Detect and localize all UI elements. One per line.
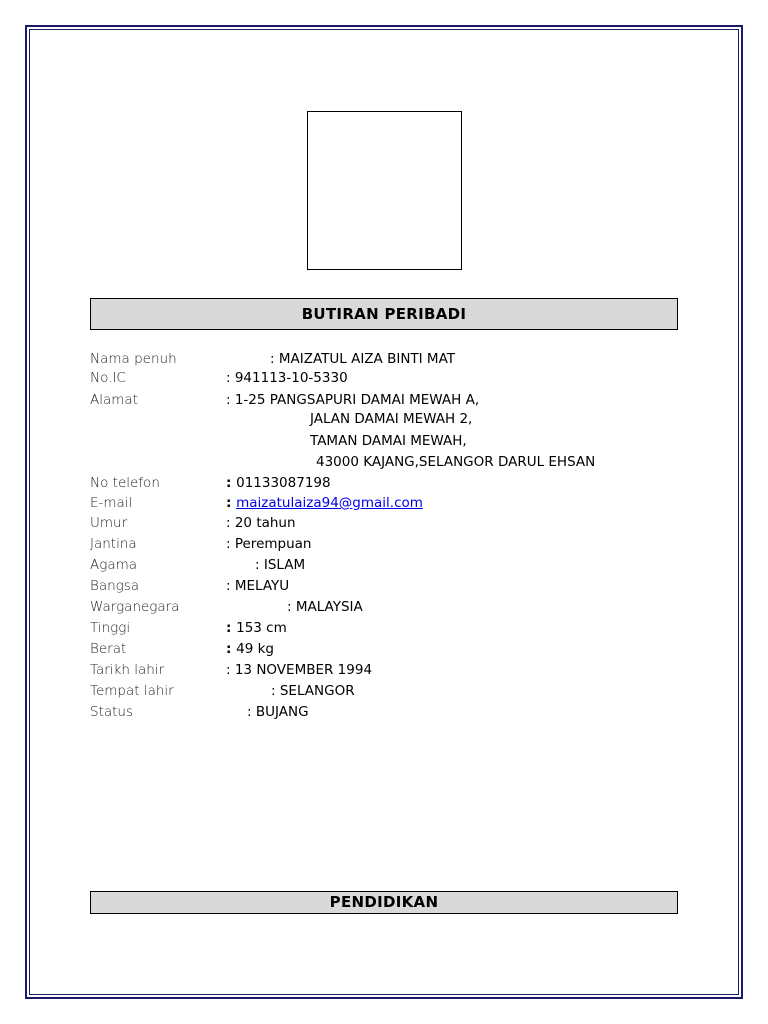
- field-separator: :: [287, 599, 296, 615]
- field-label: Warganegara: [90, 599, 180, 615]
- address-line: 43000 KAJANG,SELANGOR DARUL EHSAN: [316, 454, 596, 470]
- email-link[interactable]: maizatulaiza94@gmail.com: [236, 495, 423, 511]
- field-value-wrap: [287, 598, 363, 617]
- field-value-wrap: [226, 494, 423, 513]
- field-label: Alamat: [90, 392, 138, 408]
- field-separator: :: [226, 392, 235, 408]
- field-value: MALAYSIA: [295, 599, 363, 615]
- field-value-wrap: [226, 514, 296, 533]
- field-value-wrap: [226, 661, 372, 680]
- address-line: JALAN DAMAI MEWAH 2,: [310, 411, 473, 427]
- field-label: No.IC: [90, 370, 126, 386]
- field-value-wrap: [226, 391, 479, 410]
- field-value-wrap: [226, 474, 331, 493]
- field-value: 13 NOVEMBER 1994: [234, 662, 373, 678]
- field-separator: :: [255, 557, 264, 573]
- field-value-wrap: [270, 350, 455, 369]
- field-value: ISLAM: [263, 557, 306, 573]
- field-separator: :: [226, 536, 235, 552]
- field-value: 49 kg: [236, 641, 274, 657]
- field-label: Umur: [90, 515, 128, 531]
- field-label: No telefon: [90, 475, 160, 491]
- field-label: Tinggi: [90, 620, 131, 636]
- field-separator: :: [226, 495, 237, 511]
- section-header-butiran-peribadi: BUTIRAN PERIBADI: [90, 298, 678, 330]
- field-separator: :: [226, 475, 237, 491]
- field-label: Agama: [90, 557, 138, 573]
- field-value: 153 cm: [236, 620, 287, 636]
- field-value: 01133087198: [236, 475, 331, 491]
- field-value-wrap: [226, 640, 274, 659]
- field-value-wrap: [255, 556, 305, 575]
- field-value-wrap: [226, 369, 348, 388]
- field-value: SELANGOR: [279, 683, 355, 699]
- field-label: Jantina: [90, 536, 137, 552]
- field-separator: :: [226, 662, 235, 678]
- field-value-wrap: [247, 703, 309, 722]
- field-separator: :: [226, 641, 237, 657]
- field-label: Berat: [90, 641, 127, 657]
- field-value-wrap: [226, 577, 289, 596]
- field-value: BUJANG: [255, 704, 309, 720]
- field-separator: :: [226, 370, 235, 386]
- field-label: Bangsa: [90, 578, 140, 594]
- field-value: MAIZATUL AIZA BINTI MAT: [278, 351, 456, 367]
- field-separator: :: [226, 578, 235, 594]
- field-value: MELAYU: [234, 578, 290, 594]
- field-separator: :: [226, 620, 237, 636]
- field-separator: :: [247, 704, 256, 720]
- field-value: 1-25 PANGSAPURI DAMAI MEWAH A,: [234, 392, 480, 408]
- field-separator: :: [270, 351, 279, 367]
- section-header-pendidikan: PENDIDIKAN: [90, 891, 678, 914]
- field-separator: :: [271, 683, 280, 699]
- field-value: 941113-10-5330: [234, 370, 348, 386]
- field-separator: :: [226, 515, 235, 531]
- photo-placeholder: [307, 111, 462, 270]
- field-label: Status: [90, 704, 134, 720]
- field-label: Tempat lahir: [90, 683, 174, 699]
- field-label: Nama penuh: [90, 351, 177, 367]
- address-line: TAMAN DAMAI MEWAH,: [310, 433, 467, 449]
- field-label: Tarikh lahir: [90, 662, 165, 678]
- field-value-wrap: [226, 535, 311, 554]
- field-label: E-mail: [90, 495, 133, 511]
- field-value: Perempuan: [234, 536, 312, 552]
- field-value-wrap: [226, 619, 287, 638]
- field-value: 20 tahun: [234, 515, 296, 531]
- field-value-wrap: [271, 682, 355, 701]
